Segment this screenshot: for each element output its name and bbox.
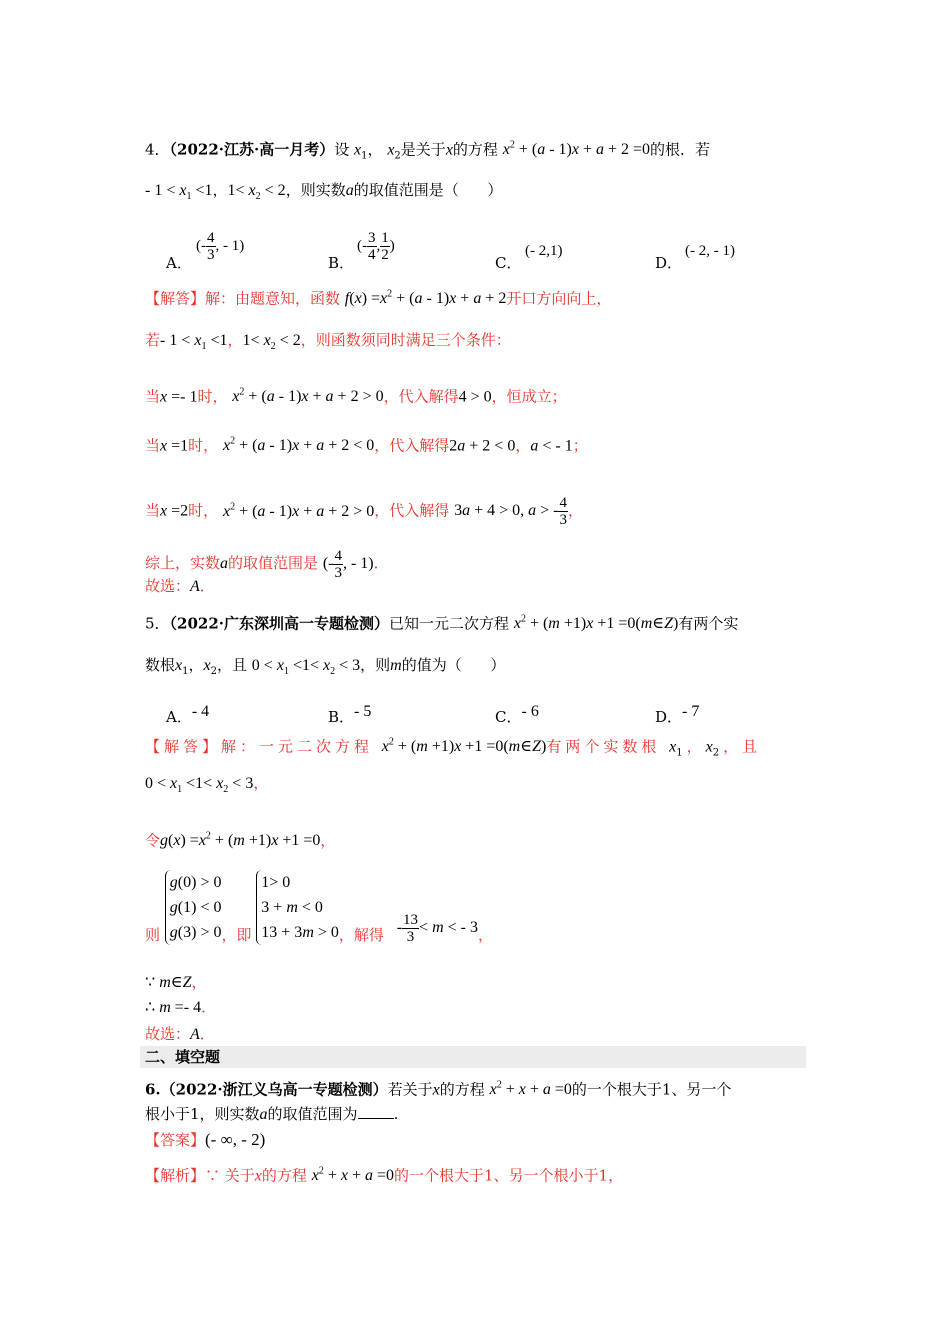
q5-source: （2022·广东深圳高一专题检测） (169, 614, 390, 633)
q6-answer-blank[interactable] (358, 1118, 394, 1119)
q4-option-c-value: (- 2,1) (525, 243, 563, 259)
q5-stem-line1: 5．（2022·广东深圳高一专题检测）已知一元二次方程 $x^2 + (m +1)x +1$ =0(m∈Z)有两个实 (145, 614, 739, 633)
q4-source: （2022·江苏·高一月考） (169, 140, 335, 159)
q5-option-d: D．- 7 (655, 703, 700, 726)
q4-stem-line1: 4．（2022·江苏·高一月考）设 $x_1$， $x_2$是关于x的方程 $x^2 + (a - 1)x + a + 2 =0$的根．若 (145, 140, 711, 162)
q4-option-c: C． (495, 254, 522, 272)
q5-option-b: B．- 5 (328, 703, 372, 726)
q5-answer: 故选：A． (145, 1025, 215, 1043)
q4-solution-line1: 【解答】解：由题意知，函数 $f(x) =x^2 + (a - 1)x + a + 2$开口方向向上， (145, 289, 612, 308)
q5-solution-system: 则 g(0) > 0 g(1) < 0 g(3) > 0，即 1> 0 3 + m < 0 13 + 3m > 0，解得 - $\frac{13}{3}$ < m < - 3， (145, 870, 493, 945)
q6-stem-line2: 根小于1，则实数a的取值范围为 . (145, 1105, 399, 1123)
q4-option-a-value: (- $\frac{4}{3}$ , - 1) (196, 230, 245, 263)
q6-analysis: 【解析】∵ 关于x的方程 $x^2 + x + a =0$的一个根大于1、另一个根小于1， (145, 1166, 624, 1185)
q4-stem-line2: - $1 < x_1 <1$，$1< x_2 < 2$，则实数a的取值范围是（ ） (145, 181, 503, 203)
q4-solution-line4: 当x =1时， $x^2 + (a - 1)x + a + 2 < 0$，代入解得2a + 2 < 0，a < - 1； (145, 436, 588, 455)
q4-conclusion: 综上，实数a的取值范围是 (- $\frac{4}{3}$ , - 1)． (145, 548, 389, 581)
q4-option-b-value: (- $\frac{3}{4}$ , $\frac{1}{2}$ ) (357, 230, 395, 263)
q4-solution-line5: 当x =2时， $x^2 + (a - 1)x + a + 2 > 0$，代入解得 3a + 4 > 0, a > - $\frac{4}{3}$ ， (145, 495, 583, 528)
q5-option-c: C．- 6 (495, 703, 539, 726)
q5-solution-line1: 【解答】解：一元二次方程 $x^2 + (m +1)x +1$ =0(m∈Z)有两个实数根 $x_1$，$x_2$，且 (145, 737, 762, 759)
q6-source: （2022·浙江义乌高一专题检测） (160, 1080, 388, 1099)
q5-solution-line2: $0 < x_1 <1< x_2 < 3$， (145, 774, 269, 796)
q4-option-d-value: (- 2, - 1) (685, 243, 735, 259)
q4-answer: 故选：A． (145, 577, 215, 595)
q4-solution-line3: 当x =- 1时， $x^2 + (a - 1)x + a + 2 > 0$，代入解得4 > 0，恒成立； (145, 387, 567, 406)
section-title-fill-in: 二、填空题 (140, 1046, 806, 1068)
q4-solution-line2: 若- $1 < x_1 <1$，$1< x_2 < 2$，则函数须同时满足三个条件： (145, 331, 511, 353)
q4-option-d: D． (655, 254, 683, 272)
q6-answer: 【答案】(- ∞, - 2) (145, 1130, 266, 1149)
q4-option-a: A． (166, 254, 192, 272)
q5-solution-line3: 令$g(x) =x^2 + (m +1)x +1 =0$， (145, 831, 336, 850)
q4-option-b: B． (328, 254, 355, 272)
q5-option-a: A．- 4 (166, 703, 210, 726)
q5-hence: ∴ m =- 4． (145, 998, 217, 1016)
q6-stem-line1: 6.（2022·浙江义乌高一专题检测）若关于x的方程 $x^2 + x + a =0$的一个根大于1、另一个 (145, 1080, 732, 1099)
q5-since: ∵ m∈Z， (145, 973, 207, 991)
q5-stem-line2: 数根$x_1$，$x_2$，且 $0 < x_1 <1< x_2 < 3$，则m的值为（ ） (145, 656, 506, 678)
